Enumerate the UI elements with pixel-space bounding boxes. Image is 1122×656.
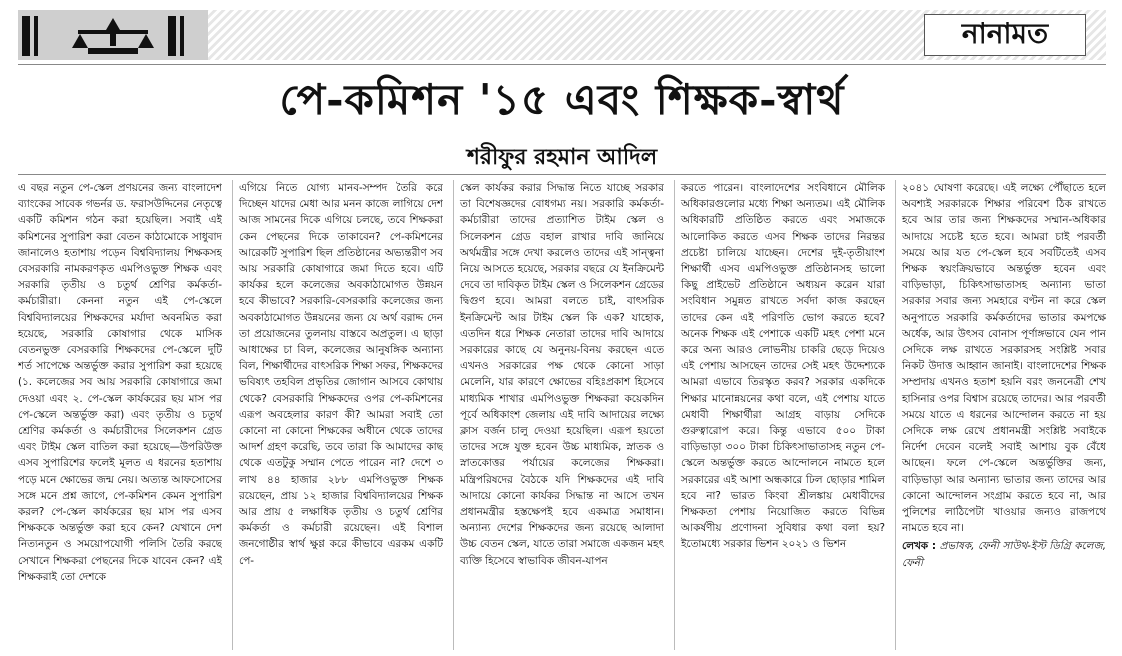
column-text: স্কেল কার্যকর করার সিদ্ধান্ত নিতে যাচ্ছে সরকার তা বিশেষজ্ঞদের বোধগম্য নয়। সরকারি কর্মকর্তা-কর্মচারীরা তাদের প্রত্যাশিত টাইম স্কেল ও সিলেকশন গ্রেড বহাল রাখার দাবি জানিয়ে অর্থমন্ত্রীর সঙ্গে দেখা করলেও তাদের এই সান্ত্বনা নিয়ে আসতে হয়েছে, সরকার বছরে যে ইনক্রিমেন্ট দেবে তা দাবিকৃত টাইম স্কেল ও সিলেকশন গ্রেডের দ্বিগুণ হবে। আমরা বলতে চাই, বাৎসরিক ইনক্রিমেন্ট আর টাইম স্কেল কি এক? যাহোক, এতদিন ধরে শিক্ষক নেতারা তাদের দাবি আদায়ে সরকারের কাছে যে অনুনয়-বিনয় করছেন এতে এখনও সরকারের পক্ষ থেকে কোনো সাড়া মেলেনি, যার কারণে ক্ষোভের বহিঃপ্রকাশ হিসেবে মাধ্যমিক শাখার এমপিওভুক্ত শিক্ষকরা কয়েকদিন পূর্বে অধিকাংশ জেলায় এই দাবি আদায়ের লক্ষ্যে ক্লাস বর্জন চালু দেওয়া হয়েছিল। এরূপ হয়তো তাদের সঙ্গে যুক্ত হবেন উচ্চ মাধ্যমিক, স্নাতক ও স্নাতকোত্তর পর্যায়ের কলেজের শিক্ষকরা। মন্ত্রিপরিষদের বৈঠকে যদি শিক্ষকদের এই দাবি আদায়ে কোনো কার্যকর সিদ্ধান্ত না আসে তখন প্রধানমন্ত্রীর হস্তক্ষেপই হবে একমাত্র সমাধান। অন্যান্য দেশের শিক্ষকদের জন্য রয়েছে আলাদা উচ্চ বেতন স্কেল, যাতে তারা সমাজে একজন মহৎ ব্যক্তি হিসেবে স্বাভাবিক জীবন-যাপন bbox=[460, 182, 664, 567]
byline-label: লেখক : bbox=[902, 540, 937, 553]
article-column-3 bbox=[453, 180, 664, 650]
section-label: নানামত bbox=[924, 14, 1086, 56]
article-column-2 bbox=[232, 180, 443, 650]
column-text: এ বছর নতুন পে-স্কেল প্রণয়নের জন্য বাংলাদেশ ব্যাংকের সাবেক গভর্নর ড. ফরাসউদ্দিনের নেতৃত্বে একটি কমিশন গঠন করা হয়েছিল। সবাই এই কমিশনের সুপারিশ করা বেতন কাঠামোকে সাধুবাদ জানালেও হতাশায় পড়েন বিশ্ববিদ্যালয় শিক্ষকসহ বেসরকারি নামকরণকৃত এমপিওভুক্ত শিক্ষক এবং সরকারি তৃতীয় ও চতুর্থ শ্রেণির কর্মকর্তা-কর্মচারীরা। কেননা নতুন এই পে-স্কেলে বিশ্ববিদ্যালয়ের শিক্ষকদের মর্যাদা অবনমিত করা হয়েছে, সরকারি কোষাগার থেকে মাসিক বেতনভুক্ত বেসরকারি শিক্ষকদের পে-স্কেলে দুটি শর্ত সাপেক্ষে অন্তর্ভুক্ত করার সুপারিশ করা হয়েছে (১. কলেজের সব আয় সরকারি কোষাগারে জমা দেওয়া এবং ২. পে-স্কেল কার্যকরের ছয় মাস পর পে-স্কেলে অন্তর্ভুক্ত করা) এবং তৃতীয় ও চতুর্থ শ্রেণির কর্মকর্তা ও কর্মচারীদের সিলেকশন গ্রেড এবং টাইম স্কেল বাতিল করা হয়েছে—উপরিউক্ত এসব সুপারিশের ফলেই মূলত এ ধরনের হতাশায় পড়ে মনে ক্ষোভের জন্ম নেয়। অত্যন্ত আফসোসের সঙ্গে মনে প্রশ্ন জাগে, পে-কমিশন কেমন সুপারিশ করল? পে-স্কেল কার্যকরের ছয় মাস পর এসব শিক্ষককে অন্তর্ভুক্ত করা হবে কেন? যেখানে দেশ নিত্যনতুন ও সময়োপযোগী পলিসি তৈরি করছে সেখানে শিক্ষকরা পেছনের দিকে যাবেন কেন? এই শিক্ষকরাই তো দেশকে bbox=[18, 182, 222, 583]
column-text: ২০৪১ ঘোষণা করেছে। এই লক্ষ্যে পৌঁছাতে হলে অবশ্যই সরকারকে শিক্ষার পরিবেশ ঠিক রাখতে হবে আর তার জন্য শিক্ষকদের সম্মান-অধিকার আদায়ে সচেষ্ট হতে হবে। আমরা চাই পরবর্তী সময়ে আর যত পে-স্কেল হবে সবটিতেই এসব শিক্ষক স্বয়ংক্রিয়ভাবে অন্তর্ভুক্ত হবেন এবং বাড়িভাড়া, চিকিৎসাভাতাসহ অন্যান্য ভাতা সরকার সবার জন্য সমহারে বণ্টন না করে স্কেল অনুপাতে সরকারি কর্মকর্তাদের ভাতার কমপক্ষে অর্ধেক, আর উৎসব বোনাস পূর্ণাঙ্গভাবে যেন পান সেদিকে লক্ষ রাখতে সরকারসহ সংশ্লিষ্ট সবার নিকট উদাত্ত আহ্বান জানাই। বাংলাদেশের শিক্ষক সম্প্রদায় এখনও হতাশ হয়নি বরং জননেত্রী শেখ হাসিনার ওপর বিশ্বাস রয়েছে তাদের। আর পরবর্তী সময়ে যাতে এ ধরনের আন্দোলন করতে না হয় সেদিকে লক্ষ রেখে প্রধানমন্ত্রী সংশ্লিষ্ট সবাইকে নির্দেশ দেবেন বলেই সবাই আশায় বুক বেঁধে আছেন। ফলে পে-স্কেলে অন্তর্ভুক্তির জন্য, বাড়িভাড়া আর অন্যান্য ভাতার জন্য তাদের আর কোনো আন্দোলন সংগ্রাম করতে হবে না, আর পুলিশের লাঠিপেটা খাওয়ার জন্যও রাজপথে নামতে হবে না। bbox=[902, 182, 1106, 535]
column-text: এগিয়ে নিতে যোগ্য মানব-সম্পদ তৈরি করে দিচ্ছেন যাদের মেধা আর মনন কাজে লাগিয়ে দেশ আজ সামনের দিকে এগিয়ে চলছে, তবে শিক্ষকরা কেন পেছনের দিকে তাকাবেন? পে-কমিশনের আরেকটি সুপারিশ ছিল প্রতিষ্ঠানের অভ্যন্তরীণ সব আয় সরকারি কোষাগারে জমা দিতে হবে। এটি কার্যকর হলে কলেজের অবকাঠামোগত উন্নয়ন হবে কীভাবে? সরকারি-বেসরকারি কলেজের জন্য অবকাঠামোগত উন্নয়নের জন্য যে অর্থ বরাদ্দ দেন তা প্রয়োজনের তুলনায় বাস্তবে অপ্রতুল। এ ছাড়া আধাক্ষের চা বিল, কলেজের আনুষঙ্গিক অন্যান্য বিল, শিক্ষার্থীদের বাৎসরিক শিক্ষা সফর, শিক্ষকদের ভবিষ্যৎ তহবিল প্রভৃতির জোগান আসবে কোথায় থেকে? বেসরকারি শিক্ষকদের ওপর পে-কমিশনের এরূপ অবহেলার কারণ কী? আমরা সবাই তো কোনো না কোনো শিক্ষকের অধীনে থেকে তাদের আদর্শ গ্রহণ করেছি, তবে তারা কি আমাদের কাছ থেকে এতটুকু সম্মান পেতে পারেন না? দেশে ৩ লাখ ৪৪ হাজার ২৮৮ এমপিওভুক্ত শিক্ষক রয়েছেন, প্রায় ১২ হাজার বিশ্ববিদ্যালয়ের শিক্ষক আর প্রায় ৫ লক্ষাধিক তৃতীয় ও চতুর্থ শ্রেণির কর্মকর্তা ও কর্মচারী রয়েছেন। এই বিশাল জনগোষ্ঠীর স্বার্থ ক্ষুণ্ণ করে কীভাবে এরকম একটি পে- bbox=[239, 182, 443, 567]
header-divider bbox=[18, 64, 1106, 65]
article-title: পে-কমিশন '১৫ এবং শিক্ষক-স্বার্থ bbox=[279, 75, 845, 124]
scales-of-justice-icon bbox=[18, 10, 208, 60]
byline-text: প্রভাষক, ফেনী সাউথ-ইস্ট ডিগ্রি কলেজ, ফেনী bbox=[902, 540, 1106, 569]
article-column-4 bbox=[674, 180, 885, 650]
columns-divider bbox=[18, 174, 1106, 175]
article-body bbox=[18, 180, 1106, 650]
column-text: করতে পারেন। বাংলাদেশের সংবিধানে মৌলিক অধিকারগুলোর মধ্যে শিক্ষা অন্যতম। এই মৌলিক অধিকারটি প্রতিষ্ঠিত করতে এবং সমাজকে আলোকিত করতে এসব শিক্ষক তাদের নিরন্তর প্রচেষ্টা চালিয়ে যাচ্ছেন। দেশের দুই-তৃতীয়াংশ শিক্ষার্থী এসব এমপিওভুক্ত প্রতিষ্ঠানসহ ভালো কিছু প্রাইভেট প্রতিষ্ঠানে অধ্যয়ন করেন যারা সংবিধান সমুন্নত রাখতে সর্বদা কাজ করছেন তাদের কেন এই পরিণতি ভোগ করতে হবে? অনেক শিক্ষক এই পেশাকে একটি মহৎ পেশা মনে করে অন্য আরও লোভনীয় চাকরি ছেড়ে দিয়েও এই পেশায় আসছেন তাদের সেই মহৎ উদ্দেশ্যকে আমরা এভাবে তিরস্কৃত করব? সরকার একদিকে শিক্ষার মানোন্নয়নের কথা বলে, এই পেশায় যাতে মেধাবী শিক্ষার্থীরা আগ্রহ বাড়ায় সেদিকে গুরুত্বারোপ করে। কিন্তু এভাবে ৫০০ টাকা বাড়িভাড়া ৩০০ টাকা চিকিৎসাভাতাসহ নতুন পে-স্কেলে অন্তর্ভুক্ত করতে আন্দোলনে নামতে হলে সরকারের এই আশা অন্ধকারে ঢিল ছোড়ার শামিল হবে না? ভারত কিংবা শ্রীলঙ্কায় মেধাবীদের শিক্ষকতা পেশায় নিয়োজিত করতে বিভিন্ন আকর্ষণীয় প্রণোদনা সুবিধার কথা বলা হয়? ইতোমধ্যে সরকার ভিশন ২০২১ ও ভিশন bbox=[681, 182, 885, 551]
byline bbox=[902, 538, 1106, 570]
article-author: শরীফুর রহমান আদিল bbox=[466, 145, 658, 170]
logo bbox=[18, 10, 208, 60]
article-column-1 bbox=[18, 180, 222, 650]
article-column-5 bbox=[895, 180, 1106, 650]
masthead bbox=[18, 10, 1106, 60]
